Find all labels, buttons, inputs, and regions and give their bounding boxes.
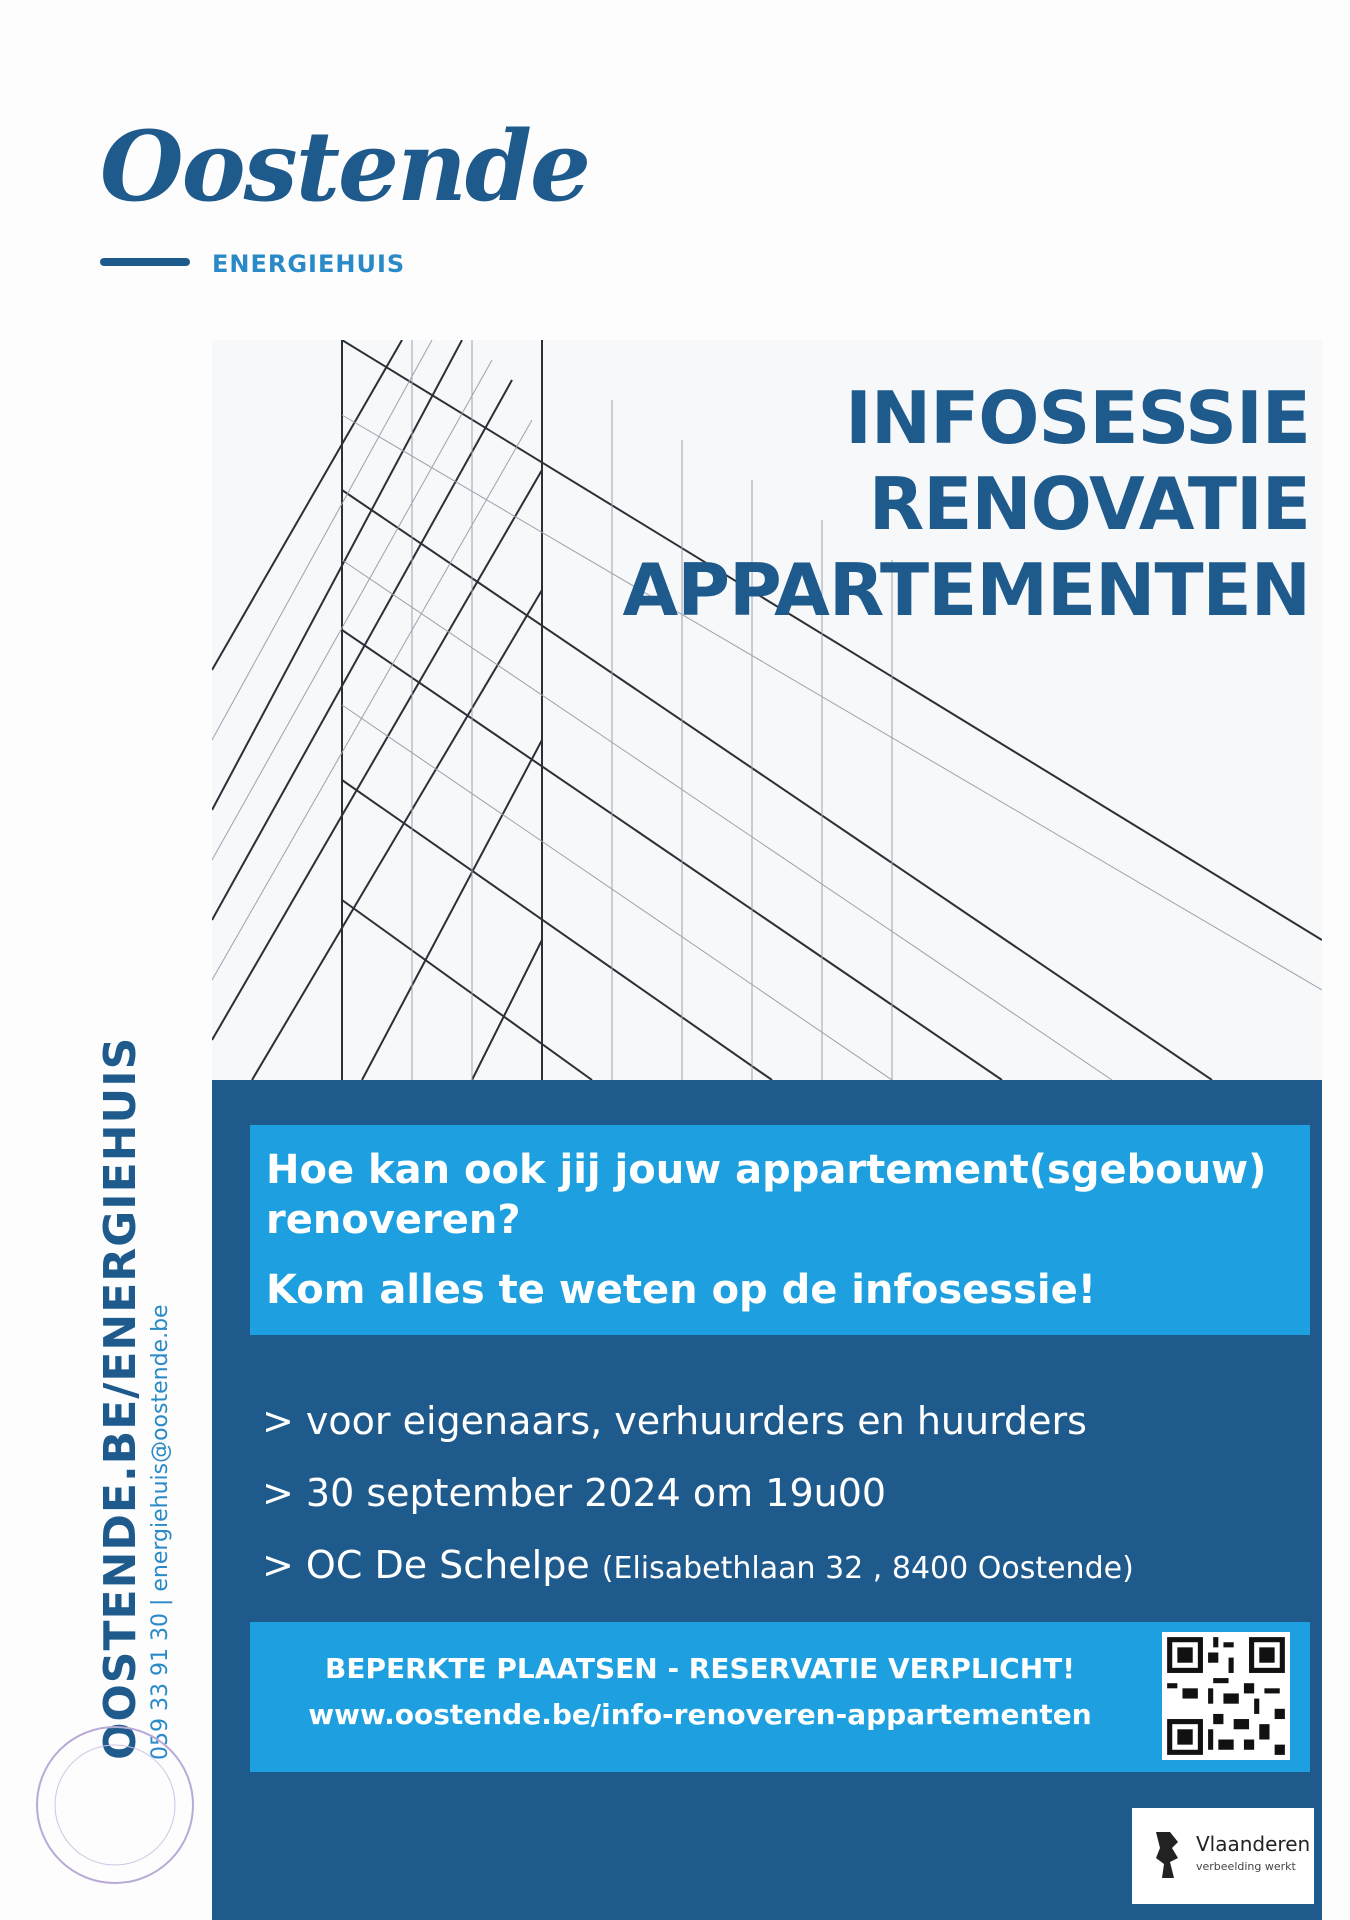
reservation-url[interactable]: www.oostende.be/info-renoveren-appartementen — [308, 1698, 1092, 1731]
lion-icon — [1148, 1828, 1188, 1884]
question-text: Hoe kan ook jij jouw appartement(sgebouw) renoveren? — [266, 1147, 1267, 1243]
side-website-text[interactable]: OOSTENDE.BE/ENERGIEHUIS — [95, 1036, 146, 1760]
detail-date: > 30 september 2024 om 19u00 — [262, 1471, 887, 1515]
vlaanderen-tagline: verbeelding werkt — [1196, 1860, 1296, 1873]
qr-code[interactable] — [1162, 1632, 1290, 1760]
event-details — [262, 1385, 1134, 1605]
title-line-3: APPARTEMENTEN — [622, 548, 1310, 632]
oostende-logo — [100, 110, 590, 290]
question-box — [250, 1125, 1310, 1335]
page-title — [622, 375, 1310, 633]
reservation-notice: BEPERKTE PLAATSEN - RESERVATIE VERPLICHT! — [324, 1652, 1075, 1685]
detail-audience: > voor eigenaars, verhuurders en huurders — [262, 1399, 1087, 1443]
title-line-1: INFOSESSIE — [845, 376, 1310, 460]
logo-subtitle: ENERGIEHUIS — [212, 250, 406, 278]
vlaanderen-logo — [1132, 1808, 1314, 1904]
logo-wordmark: Oostende — [100, 110, 590, 223]
side-website[interactable] — [95, 1037, 146, 1760]
detail-address: (Elisabethlaan 32 , 8400 Oostende) — [601, 1551, 1134, 1586]
vlaanderen-name: Vlaanderen — [1196, 1832, 1311, 1856]
detail-venue-row — [262, 1529, 1134, 1605]
reservation-box — [250, 1622, 1310, 1772]
side-contact: 059 33 91 30 | energiehuis@oostende.be — [148, 1304, 173, 1760]
title-line-2: RENOVATIE — [868, 462, 1310, 546]
library-stamp — [30, 1720, 200, 1890]
logo-underline — [100, 258, 190, 266]
invitation-text: Kom alles te weten op de infosessie! — [266, 1267, 1096, 1313]
detail-venue: > OC De Schelpe — [262, 1543, 590, 1587]
